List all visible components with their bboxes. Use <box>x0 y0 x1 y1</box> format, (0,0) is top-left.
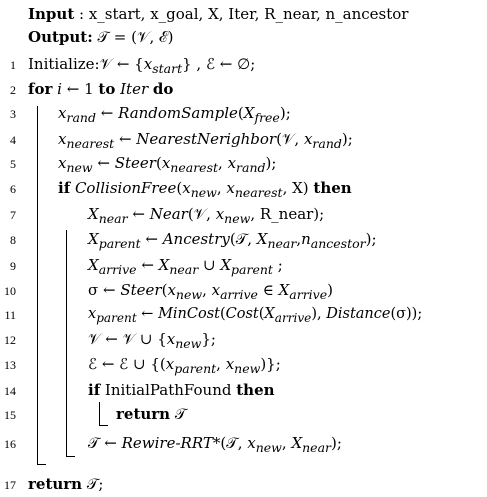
line-number: 1 <box>10 58 16 72</box>
line-text: Initialize:𝒱 ← $\{x_{start}\}$ , ℰ ← ∅; <box>28 55 256 76</box>
line-number: 13 <box>4 358 16 372</box>
line-number: 5 <box>10 157 16 171</box>
line-number: 12 <box>4 333 16 347</box>
line-number: 6 <box>10 182 16 196</box>
line-text: $x_{parent}$ ← $MinCost(Cost(X_{arrive})$, Distance(σ)); <box>88 306 423 325</box>
line-number: 4 <box>10 133 16 147</box>
line-number: 2 <box>10 83 16 97</box>
line-number: 14 <box>4 384 16 398</box>
output-label: Output: <box>28 28 93 46</box>
line-number: 3 <box>10 107 16 121</box>
line-text: $X_{near}$ ← Near(𝒱, $x_{new}$, R_near); <box>88 205 325 226</box>
for-block-end <box>37 464 46 465</box>
line-number: 7 <box>10 208 16 222</box>
line-number: 8 <box>10 233 16 247</box>
line-number: 10 <box>4 284 16 298</box>
line-number: 17 <box>4 478 16 492</box>
line-text: $x_{nearest}$ ← NearestNerighbor(𝒱, $x_{rand}$); <box>58 130 353 151</box>
input-params: : x_start, x_goal, X, Iter, R_near, n_ancestor <box>74 5 409 23</box>
line-text: $X_{parent}$ ← Ancestry(𝒯, $X_{near},n_{ancestor}$); <box>88 230 377 251</box>
line-text: return 𝒯 <box>116 405 187 423</box>
line-text: for i ← 1 to Iter do <box>28 80 174 98</box>
line-text: $x_{rand}$ ← $RandomSample(X_{free})$; <box>58 104 291 125</box>
if-block-rule <box>66 230 67 456</box>
line-number: 16 <box>4 437 16 451</box>
inner-if-rule <box>99 402 100 425</box>
line-text: return 𝒯; <box>28 475 104 493</box>
line-number: 9 <box>10 259 16 273</box>
line-number: 11 <box>4 308 16 322</box>
output-value: 𝒯 = (𝒱, ℰ) <box>92 28 174 46</box>
line-text: if $CollisionFree(x_{new}$, $x_{nearest}$, X) then <box>58 179 352 200</box>
line-text: 𝒯 ← Rewire-RRT*(𝒯, $x_{new}$, $X_{near}$); <box>88 434 342 455</box>
line-text: 𝒱 ← 𝒱 ∪ $\{x_{new}\}$; <box>88 330 216 351</box>
line-text: if InitialPathFound then <box>88 381 275 399</box>
line-number: 15 <box>4 408 16 422</box>
if-block-end <box>66 456 75 457</box>
inner-if-end <box>99 425 108 426</box>
line-text: ℰ ← ℰ ∪ {($x_{parent}$, $x_{new}$)}; <box>88 355 281 376</box>
line-text: $X_{arrive}$ ← $X_{near}$ ∪ $X_{parent}$ ; <box>88 256 283 277</box>
input-label: Input <box>28 5 75 23</box>
line-text: σ ← $Steer(x_{new}$, $x_{arrive}$ ∈ $X_{arrive}$) <box>88 281 334 302</box>
for-block-rule <box>37 106 38 464</box>
line-text: $x_{new}$ ← $Steer(x_{nearest}$, $x_{rand}$); <box>58 154 277 175</box>
